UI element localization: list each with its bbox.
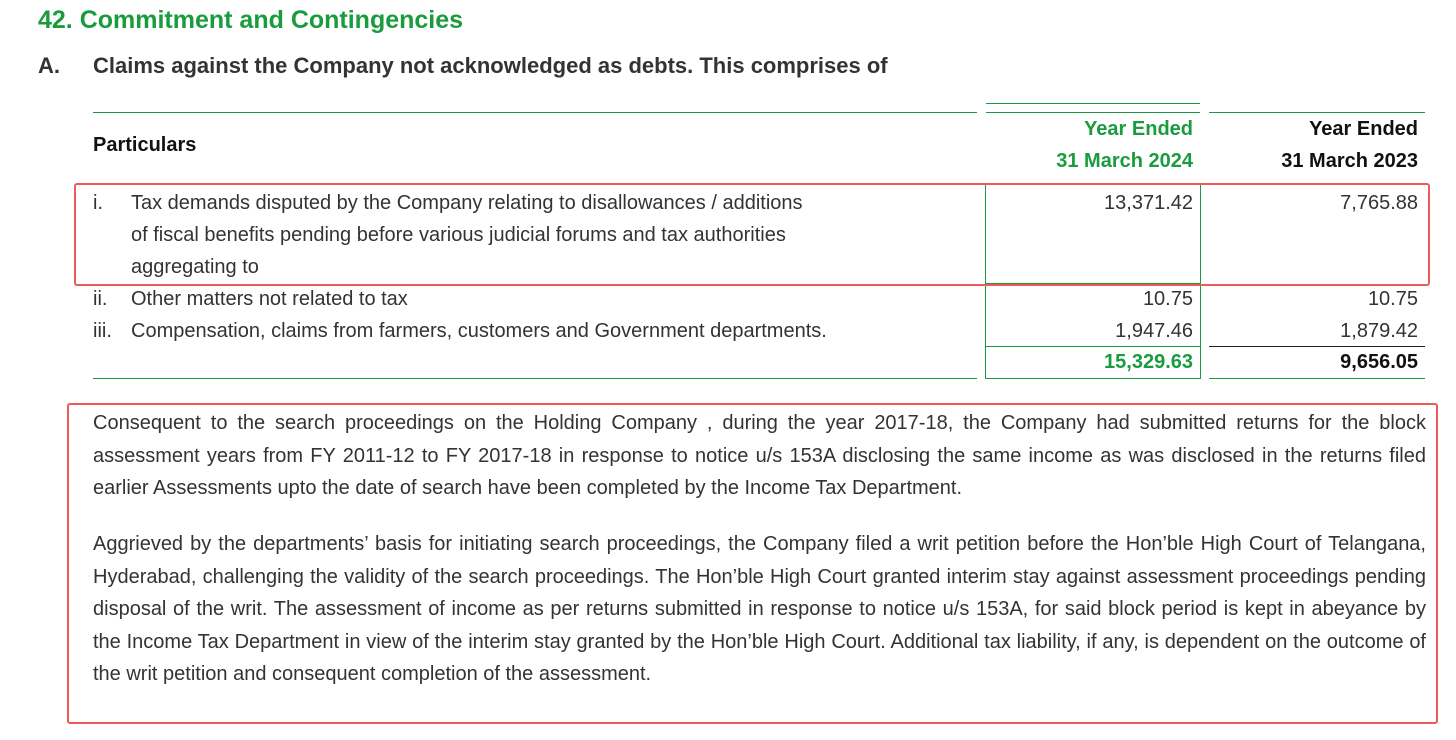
note-paragraph-2: Aggrieved by the departments’ basis for initiating search proceedings, the Company filed a writ petition before the Hon’ble High Court of Telangana, Hyderabad, challenging the validity of the search proceedings. The Hon’ble High Court granted interim stay against assessment proceedings pending disposal of the writ. The assessment of income as per returns submitted in response to notice u/s 153A, for said block period is kept in abeyance by the Income Tax Department in view of the interim stay granted by the Hon’ble High Court. Additional tax liability, if any, is dependent on the outcome of the writ petition and consequent completion of the assessment. xyxy=(93,533,1426,685)
table-bottom-rule-c xyxy=(1209,378,1425,379)
table-bottom-rule-b xyxy=(986,378,1200,379)
row-i-value-2024: 13,371.42 xyxy=(1104,192,1193,214)
total-value-2023: 9,656.05 xyxy=(1340,351,1418,373)
subsection-title: Claims against the Company not acknowledged as debts. This comprises of xyxy=(93,53,888,78)
table-bottom-rule-a xyxy=(93,378,977,379)
row-i-text-line1: Tax demands disputed by the Company relating to disallowances / additions xyxy=(131,192,803,214)
row-i-value-2023: 7,765.88 xyxy=(1340,192,1418,214)
row-iii-number: iii. xyxy=(93,320,112,342)
highlight-box-row-i xyxy=(74,183,1430,286)
header-2023-line1: Year Ended xyxy=(1309,118,1418,140)
subsection-letter: A. xyxy=(38,53,60,78)
row-i-text-line2: of fiscal benefits pending before various judicial forums and tax authorities xyxy=(131,224,786,246)
col-2024-top-rule-double xyxy=(986,103,1200,104)
header-2024-line1: Year Ended xyxy=(1084,118,1193,140)
total-value-2024: 15,329.63 xyxy=(1104,351,1193,373)
row-ii-value-2023: 10.75 xyxy=(1367,288,1418,310)
row-ii-number: ii. xyxy=(93,288,108,310)
note-paragraph-1: Consequent to the search proceedings on the Holding Company , during the year 2017-18, the Company had submitted returns for the block assessment years from FY 2011-12 to FY 2017-18 in response to notice u/s 153A disclosing the same income as was disclosed in the returns filed earlier Assessments upto the date of search have been completed by the Income Tax Department. xyxy=(93,412,1426,499)
header-particulars: Particulars xyxy=(93,134,197,156)
row-i-number: i. xyxy=(93,192,103,214)
row-i-text-line3: aggregating to xyxy=(131,256,259,278)
table-top-rule xyxy=(93,112,977,113)
row-iii-text: Compensation, claims from farmers, customers and Government departments. xyxy=(131,320,827,342)
header-2024-line2: 31 March 2024 xyxy=(1056,150,1193,172)
row-iii-value-2023: 1,879.42 xyxy=(1340,320,1418,342)
row-ii-text: Other matters not related to tax xyxy=(131,288,408,310)
row-ii-value-2024: 10.75 xyxy=(1142,288,1193,310)
section-title: 42. Commitment and Contingencies xyxy=(38,6,464,34)
header-2023-line2: 31 March 2023 xyxy=(1281,150,1418,172)
row-iii-value-2024: 1,947.46 xyxy=(1115,320,1193,342)
